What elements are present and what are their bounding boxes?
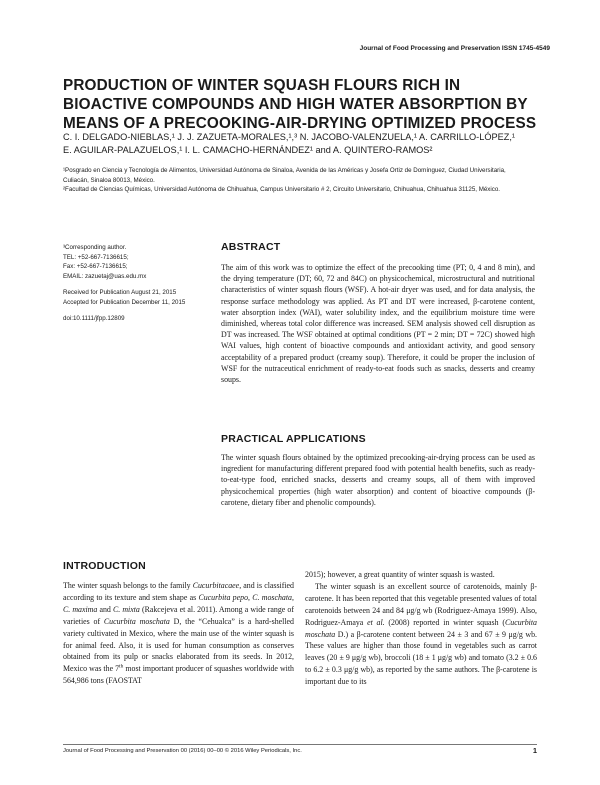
article-title: PRODUCTION OF WINTER SQUASH FLOURS RICH IN BIOACTIVE COMPOUNDS AND HIGH WATER ABSORPTION BY MEANS OF A PRECOOKING-AIR-DRYING OPTIMIZED PROCESS [63, 77, 537, 132]
author-line-2: E. AGUILAR-PALAZUELOS,¹ I. L. CAMACHO-HERNÁNDEZ¹ and A. QUINTERO-RAMOS² [63, 144, 433, 155]
intro-paragraph-2: The winter squash is an excellent source of carotenoids, mainly β-carotene. It has been reported that this vegetable presented values of total carotenoids between 24 and 84 μg/g wb (Rodriguez-Amaya 1999). Also, Rodriguez-Amaya et al. (2008) reported in winter squash (Cucurbita moschata D.) a β-carotene content between 24 ± 3 and 67 ± 9 μg/g wb. These values are higher than those found in vegetables such as carrot leaves (20 ± 9 μg/g wb), broccoli (18 ± 1 μg/g wb) and tomato (3.2 ± 0.6 to 6.2 ± 0.3 μg/g wb), as reported by the same authors. The β-carotene is important due to its [305, 581, 537, 687]
fax: Fax: +52-667-7136615; [63, 263, 128, 270]
email-link[interactable]: EMAIL: zazuetaj@uas.edu.mx [63, 272, 147, 280]
affiliations [63, 166, 533, 195]
introduction-column-right [305, 569, 537, 688]
abstract-body: The aim of this work was to optimize the effect of the precooking time (PT; 0, 4 and 8 min), and the drying temperature (DT; 60, 72 and 84C) on physicochemical, microstructural and nutritional characteristics of winter squash flours (WSF). A hot-air dryer was used, and for data analysis, the response surface methodology was applied. As PT and DT were increased, β-carotene content, water absorption index (WAI), water solubility index, and the equilibrium moisture time were diminished, whereas total color difference was increased. SEM analysis showed cell disruption as DT was increased. The WSF obtained at optimal conditions (PT = 2 min; DT = 72C) showed high WAI values, high content of bioactive compounds and antioxidant activity, and good sensory acceptability of a prepared product (creamy soup). Therefore, it could be proper the inclusion of WSF for the nutraceutical enrichment of ready-to-eat foods such as snacks, desserts and creamy soups. [221, 263, 535, 385]
corresponding-author: ³Corresponding author. [63, 244, 127, 251]
author-line-1: C. I. DELGADO-NIEBLAS,¹ J. J. ZAZUETA-MORALES,¹,³ N. JACOBO-VALENZUELA,¹ A. CARRILLO-LÓPEZ,¹ [63, 132, 515, 142]
accepted-date: Accepted for Publication December 11, 2015 [63, 298, 186, 306]
introduction-column-left [63, 580, 294, 687]
footer-journal-line: Journal of Food Processing and Preservation 00 (2016) 00–00 © 2016 Wiley Periodicals, Inc. [63, 748, 302, 754]
abstract-heading: ABSTRACT [221, 241, 281, 253]
intro-paragraph-1: The winter squash belongs to the family Cucurbitacaee, and is classified according to its texture and stem shape as Cucurbita pepo, C. moschata, C. maxima and C. mixta (Rakcejeva et al. 2011). Among a wide range of varieties of Cucurbita moschata D, the “Cehualca” is a hard-shelled variety cultivated in Mexico, where the main use of the winter squash is for animal feed. Also, it is used for human consumption as conserves obtained from its pulp or snacks elaborated from its seeds. In 2012, Mexico was the 7th most important producer of squashes worldwide with 564,986 tons (FAOSTAT [63, 581, 294, 686]
doi-link[interactable]: doi:10.1111/jfpp.12809 [63, 315, 125, 322]
footer-divider [63, 744, 537, 745]
affiliation-2: ²Facultad de Ciencias Químicas, Universidad Autónoma de Chihuahua, Campus Universitario # 2, Circuito Universitario, Chihuahua, Chihuahua 31125, México. [63, 186, 501, 193]
page-number: 1 [532, 746, 537, 755]
practical-applications-body: The winter squash flours obtained by the optimized precooking-air-drying process can be used as ingredient for manufacturing different prepared food with potential health benefits, such as ready-to-eat-type food, enriched snacks, desserts and creamy soups, all of them with improved physicochemical properties (high water absorption) and content of bioactive compounds (β-carotene, dietary fiber and phenolic compounds). [221, 453, 535, 507]
article-meta [63, 243, 203, 324]
practical-applications-heading: PRACTICAL APPLICATIONS [221, 433, 366, 445]
received-date: Received for Publication August 21, 2015 [63, 289, 177, 296]
author-list [63, 131, 543, 156]
journal-header: Journal of Food Processing and Preservation ISSN 1745-4549 [359, 45, 550, 52]
introduction-heading: INTRODUCTION [63, 560, 146, 572]
telephone: TEL: +52-667-7136615; [63, 253, 129, 261]
intro-paragraph-1-end: 2015); however, a great quantity of winter squash is wasted. [305, 570, 495, 579]
affiliation-1: ¹Posgrado en Ciencia y Tecnología de Alimentos, Universidad Autónoma de Sinaloa, Avenida de las Américas y Josefa Ortiz de Domínguez, Ciudad Universitaria, Culiacán, Sinaloa 80013, México. [63, 167, 506, 184]
